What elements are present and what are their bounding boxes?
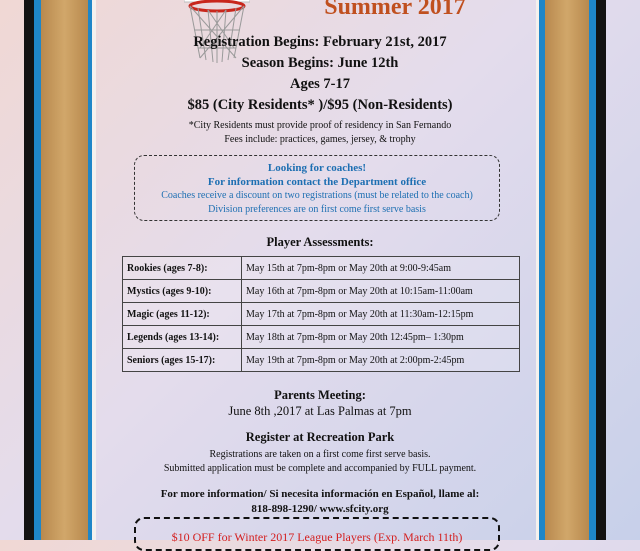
assessments-table — [122, 256, 520, 372]
info-line-2: 818-898-1290/ www.sfcity.org — [251, 503, 389, 515]
assessment-group: Seniors (ages 15-17): — [123, 349, 242, 372]
assessment-schedule: May 19th at 7pm-8pm or May 20th at 2:00pm-2:45pm — [242, 349, 520, 372]
coaches-heading: Looking for coaches! — [267, 162, 367, 174]
table-row — [123, 326, 520, 349]
coaches-discount: Coaches receive a discount on two registrations (must be related to the coach) — [161, 190, 473, 201]
frame-stripe-left-white — [92, 0, 96, 540]
frame-stripe-right-blue — [589, 0, 596, 540]
assessment-schedule: May 18th at 7pm-8pm or May 20th 12:45pm– 1:30pm — [242, 326, 520, 349]
assessment-group: Mystics (ages 9-10): — [123, 280, 242, 303]
promo-callout — [134, 517, 500, 551]
coaches-contact: For information contact the Department office — [207, 175, 427, 188]
assessments-heading: Player Assessments: — [266, 235, 374, 249]
parents-heading: Parents Meeting: — [274, 388, 366, 402]
register-heading: Register at Recreation Park — [245, 430, 395, 444]
parents-detail: June 8th ,2017 at Las Palmas at 7pm — [228, 404, 412, 418]
promo-text: $10 OFF for Winter 2017 League Players (Exp. March 11th) — [171, 530, 463, 544]
frame-stripe-left-black — [24, 0, 34, 540]
registration-begins: Registration Begins: February 21st, 2017 — [193, 34, 447, 50]
frame-stripe-right-black — [596, 0, 606, 540]
coaches-division: Division preferences are on first come first serve basis — [208, 203, 426, 215]
assessment-group: Legends (ages 13-14): — [123, 326, 242, 349]
ages: Ages 7-17 — [289, 76, 350, 92]
coaches-callout — [134, 155, 500, 221]
fees-include: Fees include: practices, games, jersey, & trophy — [224, 134, 416, 145]
table-row — [123, 303, 520, 326]
info-line-1: For more information/ Si necesita información en Español, llame al: — [160, 488, 480, 500]
assessment-schedule: May 17th at 7pm-8pm or May 20th at 11:30am-12:15pm — [242, 303, 520, 326]
page-title: Summer 2017 — [324, 0, 466, 20]
frame-stripe-left-tan — [41, 0, 88, 540]
assessment-schedule: May 16th at 7pm-8pm or May 20th at 10:15am-11:00am — [242, 280, 520, 303]
residency-note: *City Residents must provide proof of residency in San Fernando — [188, 120, 452, 131]
table-row — [123, 349, 520, 372]
frame-stripe-right-tan — [545, 0, 589, 540]
register-line-1: Registrations are taken on a first come first serve basis. — [209, 449, 431, 460]
table-row — [123, 257, 520, 280]
season-begins: Season Begins: June 12th — [241, 55, 399, 71]
table-row — [123, 280, 520, 303]
assessment-schedule: May 15th at 7pm-8pm or May 20th at 9:00-9:45am — [242, 257, 520, 280]
frame-stripe-left-blue — [34, 0, 41, 540]
assessment-group: Rookies (ages 7-8): — [123, 257, 242, 280]
fees: $85 (City Residents* )/$95 (Non-Residents) — [187, 97, 453, 113]
assessment-group: Magic (ages 11-12): — [123, 303, 242, 326]
flyer-content — [104, 0, 536, 544]
register-line-2: Submitted application must be complete and accompanied by FULL payment. — [163, 463, 477, 474]
